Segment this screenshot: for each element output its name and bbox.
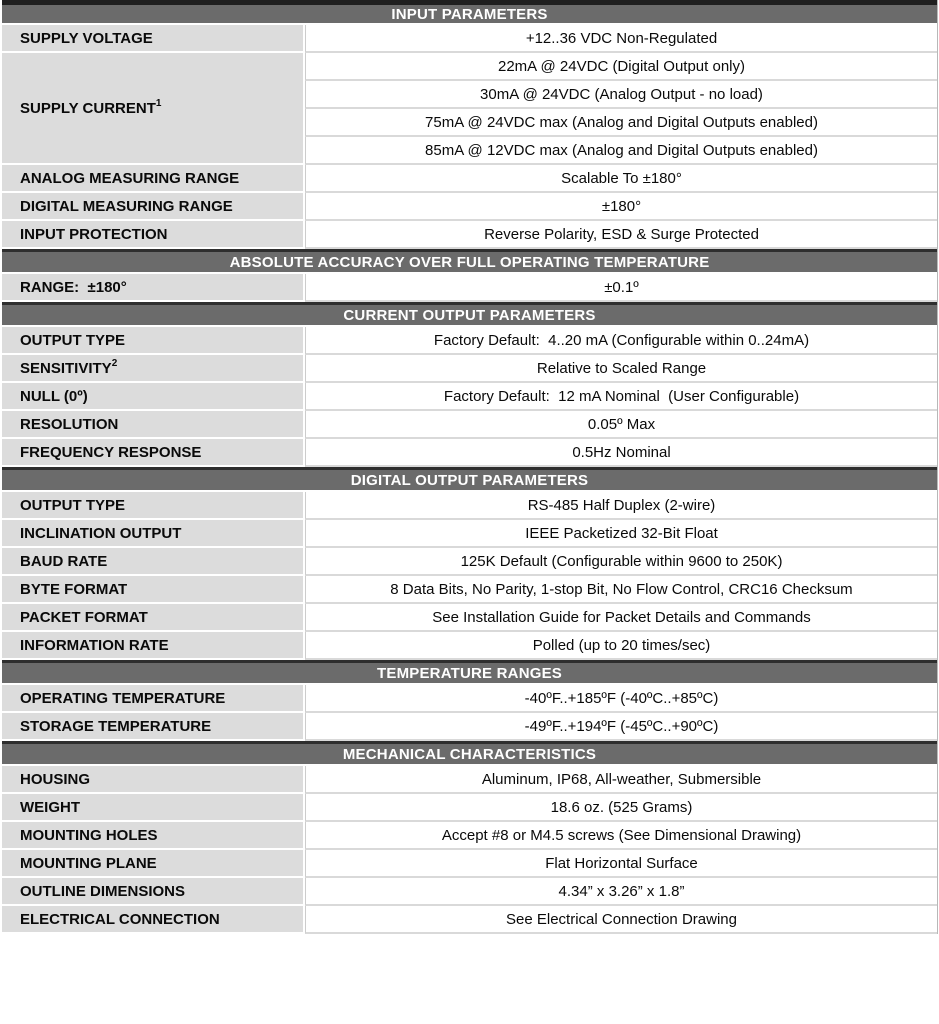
spec-value-cell: 0.5Hz Nominal: [305, 439, 937, 467]
spec-label: RANGE: ±180°: [20, 278, 127, 296]
spec-label-cell: [2, 604, 305, 632]
spec-label-cell: [2, 766, 305, 794]
spec-row: [2, 822, 937, 850]
spec-row: [2, 355, 937, 383]
spec-value-cell: Reverse Polarity, ESD & Surge Protected: [305, 221, 937, 249]
spec-label: OUTPUT TYPE: [20, 331, 126, 349]
spec-row: [2, 713, 937, 741]
section-header: MECHANICAL CHARACTERISTICS: [2, 741, 937, 766]
spec-value-cell: Flat Horizontal Surface: [305, 850, 937, 878]
spec-label-cell: [2, 193, 305, 221]
spec-label: NULL (0º): [20, 387, 88, 405]
spec-row: [2, 794, 937, 822]
spec-value-cell: Polled (up to 20 times/sec): [305, 632, 937, 660]
spec-label: DIGITAL MEASURING RANGE: [20, 197, 233, 215]
spec-value-cell: 125K Default (Configurable within 9600 to 250K): [305, 548, 937, 576]
spec-label-cell: [2, 850, 305, 878]
spec-label: RESOLUTION: [20, 415, 119, 433]
section-header: CURRENT OUTPUT PARAMETERS: [2, 302, 937, 327]
spec-value-cell: Aluminum, IP68, All-weather, Submersible: [305, 766, 937, 794]
spec-label-cell: [2, 383, 305, 411]
spec-row: [2, 274, 937, 302]
section-header: DIGITAL OUTPUT PARAMETERS: [2, 467, 937, 492]
spec-row: [2, 193, 937, 221]
section-header-row: [2, 741, 937, 766]
spec-value-cell: -49ºF..+194ºF (-45ºC..+90ºC): [305, 713, 937, 741]
spec-label: STORAGE TEMPERATURE: [20, 717, 212, 735]
spec-label-cell: [2, 274, 305, 302]
label-superscript: 1: [155, 97, 162, 109]
spec-label: INCLINATION OUTPUT: [20, 524, 182, 542]
spec-label: WEIGHT: [20, 798, 80, 816]
spec-value-cell: RS-485 Half Duplex (2-wire): [305, 492, 937, 520]
spec-value-cell: 85mA @ 12VDC max (Analog and Digital Outputs enabled): [305, 137, 937, 165]
section-header: ABSOLUTE ACCURACY OVER FULL OPERATING TEMPERATURE: [2, 249, 937, 274]
spec-label: OUTLINE DIMENSIONS: [20, 882, 186, 900]
spec-row: [2, 632, 937, 660]
spec-value-cell: 0.05º Max: [305, 411, 937, 439]
spec-label: SUPPLY CURRENT: [20, 99, 156, 117]
spec-label-cell: [2, 221, 305, 249]
spec-row: [2, 576, 937, 604]
spec-value-cell: Factory Default: 4..20 mA (Configurable within 0..24mA): [305, 327, 937, 355]
spec-label: INPUT PROTECTION: [20, 225, 168, 243]
spec-label-cell: [2, 53, 305, 165]
spec-row: [2, 327, 937, 355]
spec-value-cell: 22mA @ 24VDC (Digital Output only): [305, 53, 937, 81]
spec-label: HOUSING: [20, 770, 91, 788]
spec-label-cell: [2, 713, 305, 741]
spec-label: ANALOG MEASURING RANGE: [20, 169, 240, 187]
spec-label-cell: [2, 25, 305, 53]
spec-label: SUPPLY VOLTAGE: [20, 29, 153, 47]
spec-row: [2, 221, 937, 249]
spec-label: MOUNTING HOLES: [20, 826, 158, 844]
spec-label-cell: [2, 492, 305, 520]
spec-row: [2, 411, 937, 439]
spec-row: [2, 685, 937, 713]
spec-label: SENSITIVITY: [20, 359, 112, 377]
spec-value-cell: 18.6 oz. (525 Grams): [305, 794, 937, 822]
spec-label-cell: [2, 520, 305, 548]
spec-row: [2, 25, 937, 53]
spec-value-cell: 30mA @ 24VDC (Analog Output - no load): [305, 81, 937, 109]
spec-row: [2, 604, 937, 632]
spec-value-cell: IEEE Packetized 32-Bit Float: [305, 520, 937, 548]
spec-label-cell: [2, 165, 305, 193]
spec-row: [2, 165, 937, 193]
spec-row: [2, 520, 937, 548]
spec-value-cell: ±180°: [305, 193, 937, 221]
spec-value-cell: ±0.1º: [305, 274, 937, 302]
spec-row: [2, 878, 937, 906]
spec-label: FREQUENCY RESPONSE: [20, 443, 202, 461]
spec-value-cell: 75mA @ 24VDC max (Analog and Digital Outputs enabled): [305, 109, 937, 137]
spec-value-cell: Accept #8 or M4.5 screws (See Dimensional Drawing): [305, 822, 937, 850]
spec-row: [2, 53, 937, 81]
spec-label-cell: [2, 439, 305, 467]
spec-label: PACKET FORMAT: [20, 608, 148, 626]
spec-label: OUTPUT TYPE: [20, 496, 126, 514]
spec-label-cell: [2, 355, 305, 383]
section-header-row: [2, 467, 937, 492]
spec-row: [2, 906, 937, 934]
section-header-row: [2, 660, 937, 685]
section-header-row: [2, 0, 937, 25]
spec-label-cell: [2, 632, 305, 660]
spec-label: BYTE FORMAT: [20, 580, 128, 598]
spec-row: [2, 548, 937, 576]
section-header: TEMPERATURE RANGES: [2, 660, 937, 685]
spec-table-body: [2, 0, 937, 934]
spec-row: [2, 766, 937, 794]
spec-label-cell: [2, 906, 305, 934]
spec-label-cell: [2, 411, 305, 439]
section-header-row: [2, 302, 937, 327]
spec-label: ELECTRICAL CONNECTION: [20, 910, 220, 928]
spec-label-cell: [2, 327, 305, 355]
spec-label-cell: [2, 548, 305, 576]
spec-value-cell: -40ºF..+185ºF (-40ºC..+85ºC): [305, 685, 937, 713]
spec-value-cell: Scalable To ±180°: [305, 165, 937, 193]
spec-label-cell: [2, 794, 305, 822]
spec-value-cell: +12..36 VDC Non-Regulated: [305, 25, 937, 53]
spec-label: OPERATING TEMPERATURE: [20, 689, 226, 707]
spec-row: [2, 439, 937, 467]
spec-value-cell: See Installation Guide for Packet Details and Commands: [305, 604, 937, 632]
label-superscript: 2: [111, 357, 118, 369]
spec-table: [2, 0, 938, 934]
section-header: INPUT PARAMETERS: [2, 0, 937, 25]
spec-value-cell: See Electrical Connection Drawing: [305, 906, 937, 934]
spec-label-cell: [2, 878, 305, 906]
spec-row: [2, 850, 937, 878]
section-header-row: [2, 249, 937, 274]
spec-value-cell: Factory Default: 12 mA Nominal (User Configurable): [305, 383, 937, 411]
spec-value-cell: 4.34” x 3.26” x 1.8”: [305, 878, 937, 906]
spec-value-cell: Relative to Scaled Range: [305, 355, 937, 383]
spec-row: [2, 492, 937, 520]
spec-label-cell: [2, 576, 305, 604]
spec-label-cell: [2, 685, 305, 713]
spec-label-cell: [2, 822, 305, 850]
spec-value-cell: 8 Data Bits, No Parity, 1-stop Bit, No Flow Control, CRC16 Checksum: [305, 576, 937, 604]
spec-row: [2, 383, 937, 411]
spec-label: INFORMATION RATE: [20, 636, 169, 654]
spec-label: BAUD RATE: [20, 552, 108, 570]
spec-label: MOUNTING PLANE: [20, 854, 157, 872]
